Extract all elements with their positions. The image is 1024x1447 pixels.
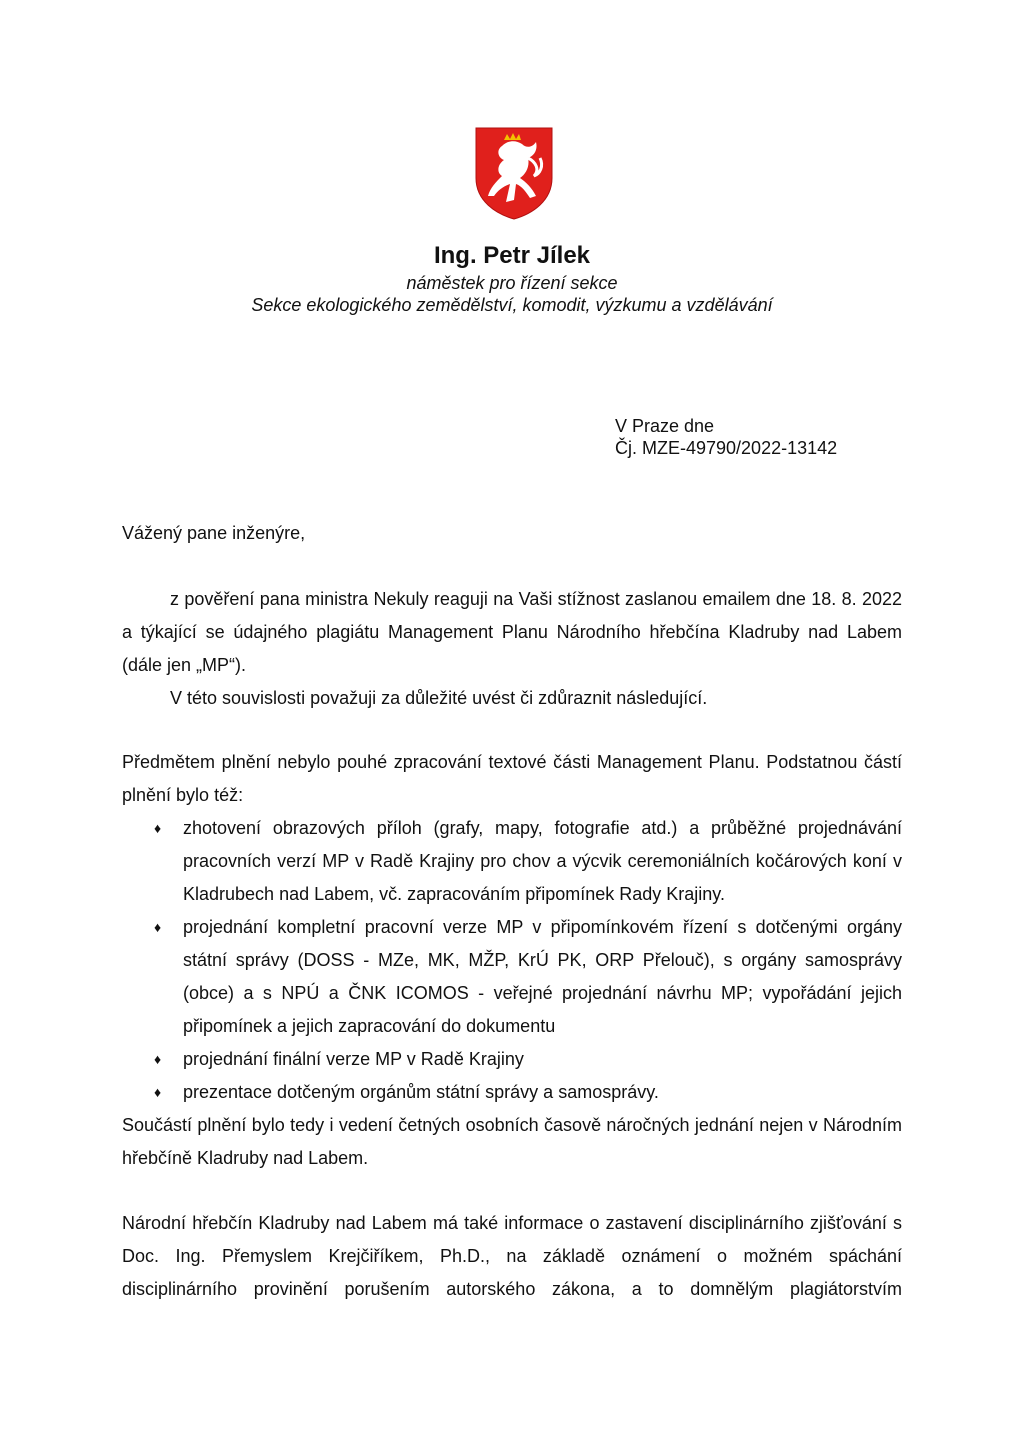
- list-item: ♦ projednání finální verze MP v Radě Krajiny: [122, 1043, 902, 1076]
- diamond-bullet-icon: ♦: [154, 820, 162, 836]
- signatory-section: Sekce ekologického zemědělství, komodit, výzkumu a vzdělávání: [251, 295, 773, 315]
- paragraph-1: z pověření pana ministra Nekuly reaguji na Vaši stížnost zaslanou emailem dne 18. 8. 2022 a týkající se údajného plagiátu Management Planu Národního hřebčína Kladruby nad Labem (dále jen „MP“).: [122, 589, 902, 675]
- paragraph-5: Národní hřebčín Kladruby nad Labem má také informace o zastavení disciplinárního zjišťování s Doc. Ing. Přemyslem Krejčiříkem, Ph.D., na základě oznámení o možném spáchání disciplinárního provinění porušením autorského zákona, a to domnělým plagiátorstvím: [122, 1213, 902, 1299]
- signatory-position: náměstek pro řízení sekce: [406, 273, 618, 293]
- signatory-name: Ing. Petr Jílek: [433, 242, 591, 269]
- bullet-list: [122, 812, 902, 1109]
- salutation: Vážený pane inženýre,: [122, 523, 306, 543]
- reference-number: Čj. MZE-49790/2022-13142: [615, 438, 838, 458]
- intro-block: [122, 583, 902, 715]
- list-item: ♦ prezentace dotčeným orgánům státní správy a samosprávy.: [122, 1076, 902, 1109]
- paragraph-2: V této souvislosti považuji za důležité uvést či zdůraznit následující.: [170, 688, 708, 708]
- list-item: ♦ zhotovení obrazových příloh (grafy, mapy, fotografie atd.) a průběžné projednávání pracovních verzí MP v Radě Krajiny pro chov a výcvik ceremoniálních kočárových koní v Kladrubech nad Labem, vč. zapracováním připomínek Rady Krajiny.: [122, 812, 902, 911]
- coat-of-arms-icon: [474, 126, 554, 220]
- paragraph-3: Předmětem plnění nebylo pouhé zpracování textové části Management Planu. Podstatnou částí plnění bylo též:: [122, 752, 902, 805]
- list-item: ♦ projednání kompletní pracovní verze MP v připomínkovém řízení s dotčenými orgány státní správy (DOSS - MZe, MK, MŽP, KrÚ PK, ORP Přelouč), s orgány samosprávy (obce) a s NPÚ a ČNK ICOMOS - veřejné projednání návrhu MP; vypořádání jejich připomínek a jejich zapracování do dokumentu: [122, 911, 902, 1043]
- place-date: V Praze dne: [615, 416, 715, 436]
- diamond-bullet-icon: ♦: [154, 1084, 162, 1100]
- scope-block: [122, 746, 902, 1175]
- diamond-bullet-icon: ♦: [154, 1051, 162, 1067]
- diamond-bullet-icon: ♦: [154, 919, 162, 935]
- paragraph-4: Součástí plnění bylo tedy i vedení četných osobních časově náročných jednání nejen v Národním hřebčíně Kladruby nad Labem.: [122, 1115, 902, 1168]
